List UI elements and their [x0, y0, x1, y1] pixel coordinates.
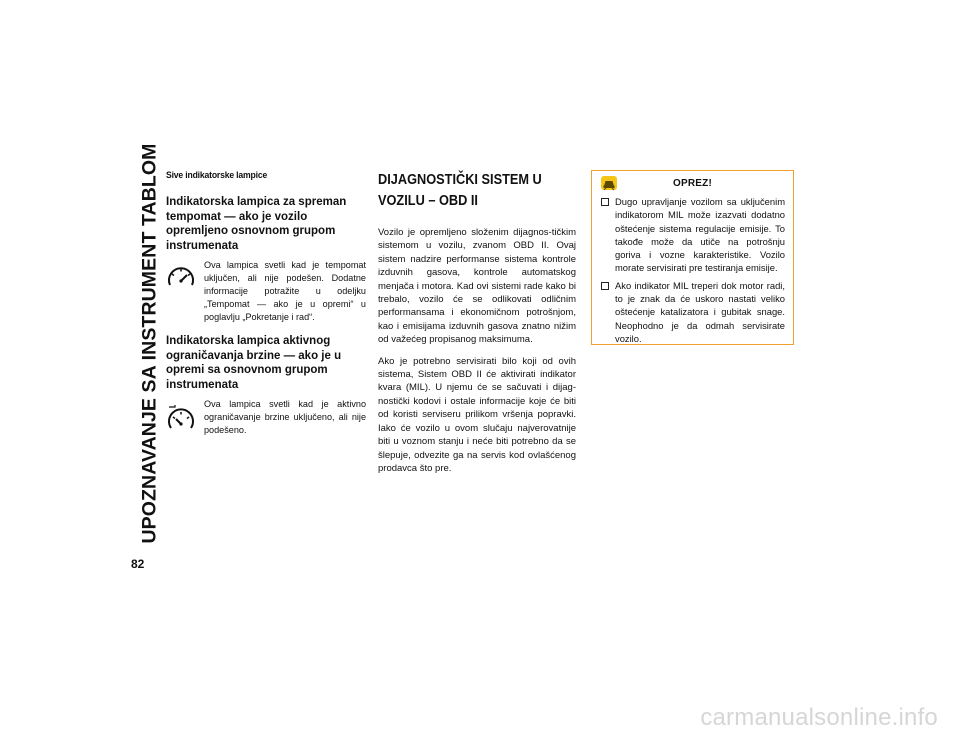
speed-limiter-heading: Indikatorska lampica aktivnog ograničavanja brzine — ako je u opremi sa osnovnom grupom instrumenata [166, 335, 342, 391]
section-title: Sive indikatorske lampice [166, 170, 268, 181]
cruise-ready-icon [166, 259, 204, 289]
caution-item [601, 279, 785, 345]
cruise-ready-entry [166, 259, 366, 324]
obd-heading: DIJAGNOSTIČKI SISTEM U VOZILU – OBD II [378, 172, 542, 209]
speed-limiter-description: Ova lampica svetli kad je aktivno ograničavanje brzine uključeno, ali nije podešeno. [204, 399, 366, 435]
square-bullet-icon [601, 198, 609, 206]
square-bullet-icon [601, 282, 609, 290]
left-column [166, 170, 366, 447]
caution-header [592, 171, 793, 195]
middle-column [378, 170, 576, 483]
obd-paragraph-1: Vozilo je opremljeno složenim dijagnos-tičkim sistemom u vozilu, zvanom OBD II. Ovaj sistem nadzire performanse sistema kontrole izduvnih gasova, kontrole automatskog menjača i motora. Kad ovi sistemi rade kako bi trebalo, vozilo će se odlikovati odličnim performansama i ekonomičnom potrošnjom, kao i emisijama izduvnih gasova znatno nižim od važećeg propisanog maksimuma. [378, 227, 576, 346]
watermark: carmanualsonline.info [700, 704, 938, 731]
caution-item [601, 195, 785, 275]
chapter-title: UPOZNAVANJE SA INSTRUMENT TABLOM [138, 142, 161, 544]
page-number: 82 [131, 557, 145, 571]
caution-title: OPREZ! [673, 177, 712, 189]
cruise-ready-description: Ova lampica svetli kad je tempomat uključen, ali nije podešen. Dodatne informacije potražite u odeljku „Tempomat — ako je u opremi“ u poglavlju „Pokretanje i rad“. [204, 260, 366, 322]
speed-limiter-entry [166, 398, 366, 437]
caution-item-text: Ako indikator MIL treperi dok motor radi, to je znak da će uskoro nastati veliko oštećenje katalizatora i gubitak snage. Neophodno je da odmah servisirate vozilo. [615, 279, 785, 344]
speed-limiter-icon [166, 398, 204, 432]
caution-item-text: Dugo upravljanje vozilom sa uključenim indikatorom MIL može izazvati dodatno oštećenje sistema regulacije emisije. To takođe može da utiče na potrošnju goriva i vozne karakteristike. Vozilo morate servisirati pre testiranja emisije. [615, 196, 785, 274]
caution-list [592, 195, 793, 345]
caution-warning-icon [600, 175, 618, 196]
cruise-ready-heading: Indikatorska lampica za spreman tempomat — ako je vozilo opremljeno osnovnom grupom instrumenata [166, 196, 347, 252]
chapter-side-tab [138, 142, 162, 544]
caution-box [591, 170, 794, 345]
obd-paragraph-2: Ako je potrebno servisirati bilo koji od ovih sistema, Sistem OBD II će aktivirati indikator kvara (MIL). U njemu će se sačuvati i dijag-nostički kodovi i ostale informacije koje će biti od koristi serviseru prilikom vršenja popravki. Iako će vozilo u ovom slučaju najverovatnije biti u voznom stanju i neće biti potrebno da se šlepuje, odvezite ga na servis kod ovlašćenog prodavca što pre. [378, 355, 576, 474]
